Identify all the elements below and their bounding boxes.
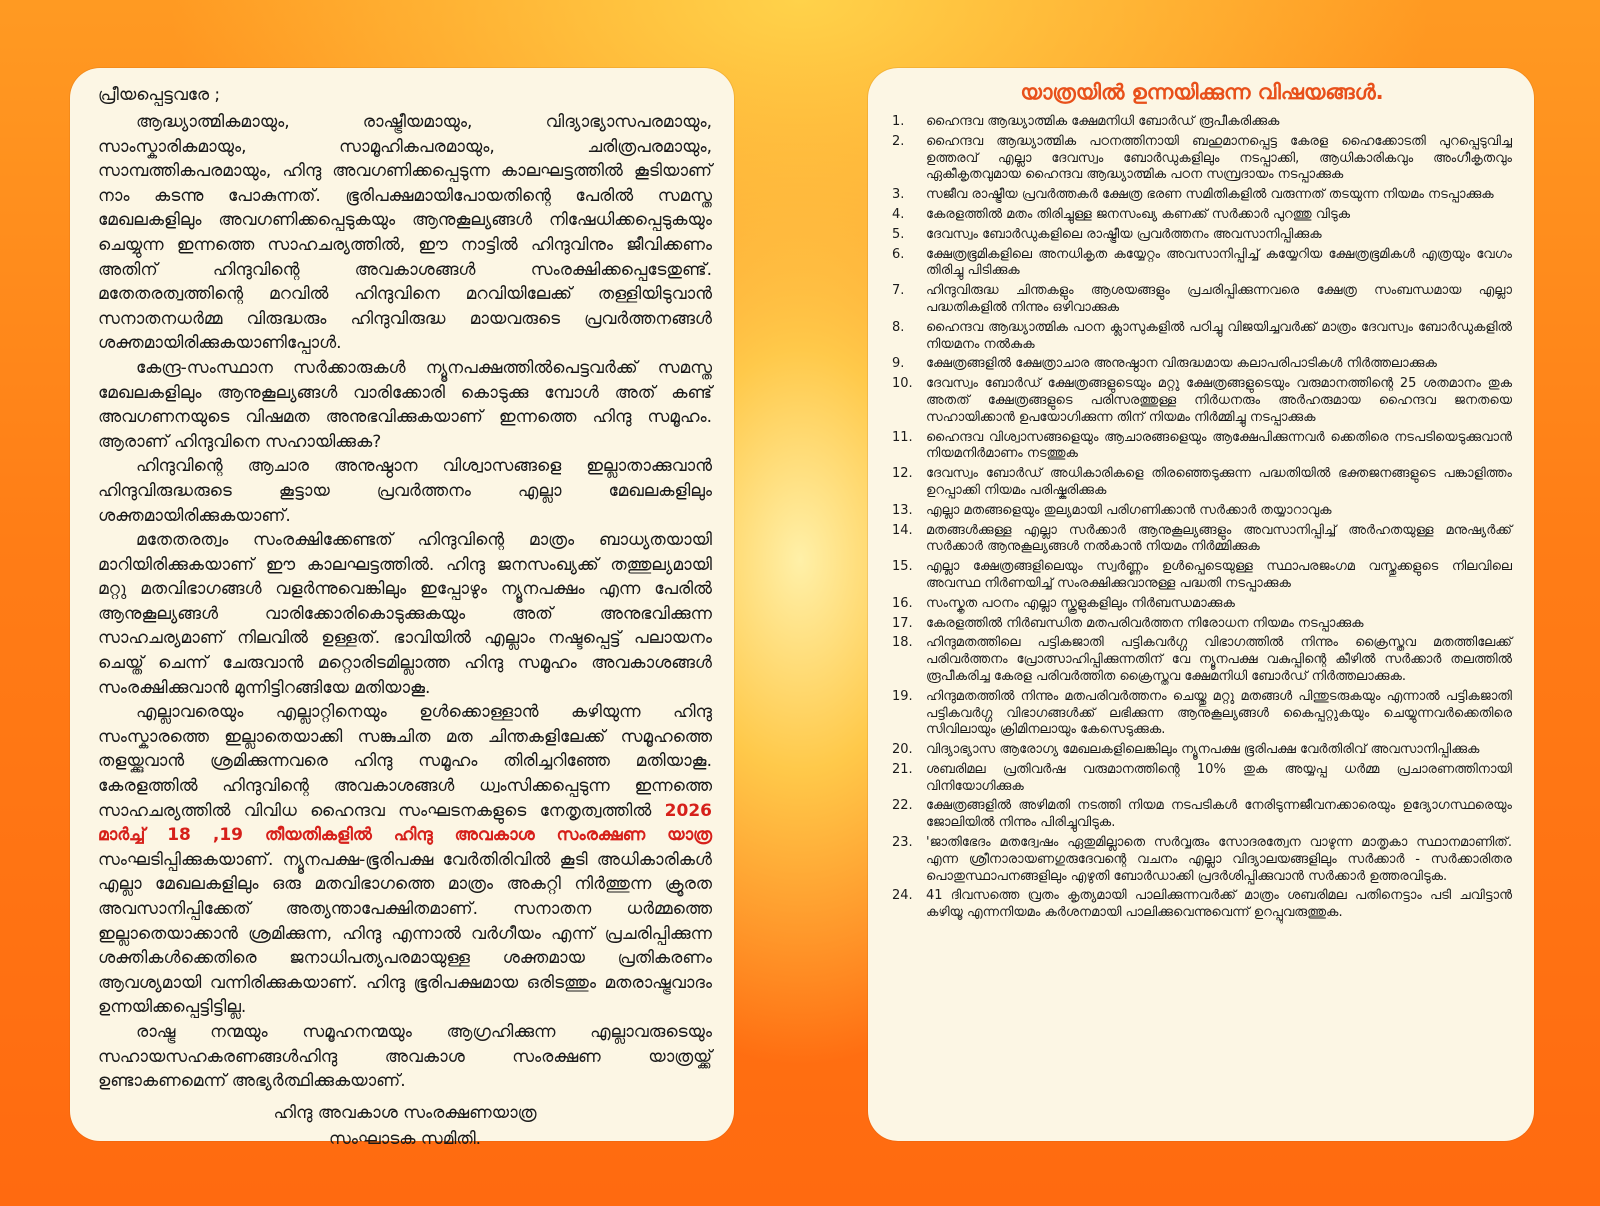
demand-text: വിദ്യാഭ്യാസ ആരോഗ്യ മേഖലകളിലെങ്കിലും ന്യൂനപക്ഷ ഭൂരിപക്ഷ വേർതിരിവ് അവസാനിപ്പിക്കുക: [926, 742, 1480, 758]
demand-number: 4.: [892, 206, 905, 222]
letter-paragraph-5: [98, 700, 712, 1020]
demand-number: 7.: [892, 283, 905, 299]
yatra-date-highlight: 2026 മാർച്ച് 18 ,19 തീയതികളിൽ ഹിന്ദു അവകാശ സംരക്ഷണ യാത്ര: [98, 800, 712, 846]
letter-paragraph-5-tail: സംഘടിപ്പിക്കുകയാണ്. ന്യൂനപക്ഷ-ഭൂരിപക്ഷ വേർതിരിവിൽ കൂടി അധികാരികൾ എല്ലാ മേഖലകളിലും ഒരു മതവിഭാഗത്തെ മാത്രം അകറ്റി നിർത്തുന്ന ക്രൂരത അവസാനിപ്പിക്കേത് അത്യന്താപേക്ഷിതമാണ്. സനാതന ധർമ്മത്തെ ഇല്ലാതെയാക്കാൻ ശ്രമിക്കുന്ന, ഹിന്ദു എന്നാൽ വർഗീയം എന്ന് പ്രചരിപ്പിക്കുന്ന ശക്തികൾക്കെതിരെ ജനാധിപത്യപരമായുള്ള ശക്തമായ പ്രതികരണം ആവശ്യമായി വന്നിരിക്കുകയാണ്. ഹിന്ദു ഭൂരിപക്ഷമായ ഒരിടത്തും മതരാഷ്ട്രവാദം ഉന്നയിക്കപ്പെട്ടിട്ടില്ല.: [98, 849, 712, 1018]
demand-text: സജീവ രാഷ്ട്രീയ പ്രവർത്തകർ ക്ഷേത്ര ഭരണ സമിതികളിൽ വരുന്നത് തടയുന്ന നിയമം നടപ്പാക്കുക: [926, 187, 1494, 203]
demand-item: [892, 596, 1512, 613]
demand-item: [892, 466, 1512, 500]
demand-text: കേരളത്തിൽ മതം തിരിച്ചുള്ള ജനസംഖ്യ കണക്ക് സർക്കാർ പുറത്തു വിടുക: [926, 206, 1351, 222]
demand-item: [892, 742, 1512, 759]
demand-text: ഹൈന്ദവ ആദ്ധ്യാത്മിക ക്ഷേമനിധി ബോർഡ് രൂപീകരിക്കുക: [926, 114, 1280, 129]
demand-number: 9.: [892, 356, 905, 372]
demand-text: ഹിന്ദുവിരുദ്ധ ചിന്തകളും ആശയങ്ങളും പ്രചരിപ്പിക്കുന്നവരെ ക്ഷേത്ര സംബന്ധമായ എല്ലാ പദ്ധതികളിൽ നിന്നും ഒഴിവാക്കുക: [926, 283, 1512, 315]
demand-item: [892, 635, 1512, 685]
demand-text: 'ജാതിഭേദം മതദ്വേഷം ഏതുമില്ലാതെ സർവ്വരും സോദരത്വേന വാഴുന്ന മാതൃകാ സ്ഥാനമാണിത്. എന്ന ശ്രീനാരായണഗുരുദേവന്റെ വചനം എല്ലാ വിദ്യാലയങ്ങളിലും സർക്കാർ - സർക്കാരിതര പൊതുസ്ഥാപനങ്ങളിലും എഴുതി ബോർഡാക്കി പ്രദർശിപ്പിക്കുവാൻ സർക്കാർ ഉത്തരവിടുക.: [926, 835, 1512, 884]
signature-block: [98, 1100, 712, 1152]
demand-item: [892, 376, 1512, 426]
demand-item: [892, 523, 1512, 557]
demand-number: 1.: [892, 114, 905, 129]
salutation: പ്രീയപ്പെട്ടവരേ ;: [98, 85, 221, 105]
demand-text: ഹിന്ദുമതത്തിലെ പട്ടികജാതി പട്ടികവർഗ്ഗ വിഭാഗത്തിൽ നിന്നും ക്രൈസ്തവ മതത്തിലേക്ക് പരിവർത്തനം പ്രോത്സാഹിപ്പിക്കുന്നതിന് വേ ന്യൂനപക്ഷ വകുപ്പിന്റെ കീഴിൽ സർക്കാർ തലത്തിൽ രൂപീകരിച്ച കേരള പരിവർത്തിത ക്രൈസ്തവ ക്ഷേമനിധി ബോർഡ് നിർത്തലാക്കുക.: [926, 635, 1512, 684]
demand-number: 20.: [892, 742, 913, 758]
demand-number: 21.: [892, 761, 913, 777]
demand-number: 17.: [892, 615, 913, 631]
demand-item: [892, 616, 1512, 633]
demand-item: [892, 689, 1512, 739]
letter-paragraph-5-start: എല്ലാവരെയും എല്ലാറ്റിനെയും ഉൾക്കൊള്ളാൻ കഴിയുന്ന ഹിന്ദു സംസ്കാരത്തെ ഇല്ലാതെയാക്കി സങ്കുചിത മത ചിന്തകളിലേക്ക് സമൂഹത്തെ തളയ്ക്കുവാൻ ശ്രമിക്കുന്നവരെ ഹിന്ദു സമൂഹം തിരിച്ചറിഞ്ഞേ മതിയാകൂ. കേരളത്തിൽ ഹിന്ദുവിന്റെ അവകാശങ്ങൾ ധ്വംസിക്കപ്പെടുന്ന ഇന്നത്തെ സാഹചര്യത്തിൽ വിവിധ ഹൈന്ദവ സംഘടനകളുടെ നേതൃത്വത്തിൽ: [98, 702, 712, 821]
demand-text: ദേവസ്വം ബോർഡ് അധികാരികളെ തിരഞ്ഞെടുക്കുന്ന പദ്ധതിയിൽ ഭക്തജനങ്ങളുടെ പങ്കാളിത്തം ഉറപ്പാക്കി നിയമം പരിഷ്കരിക്കുക: [926, 466, 1512, 498]
demand-text: എല്ലാ മതങ്ങളെയും തുല്യമായി പരിഗണിക്കാൻ സർക്കാർ തയ്യാറാവുക: [926, 502, 1332, 518]
demand-item: [892, 559, 1512, 593]
demand-number: 11.: [892, 429, 913, 445]
demand-item: [892, 762, 1512, 796]
demand-item: [892, 835, 1512, 885]
demand-number: 24.: [892, 888, 913, 904]
letter-paragraph-2: കേന്ദ്ര-സംസ്ഥാന സർക്കാരുകൾ ന്യൂനപക്ഷത്തിൽപെട്ടവർക്ക് സമസ്ത മേഖലകളിലും ആനുകൂല്യങ്ങൾ വാരിക്കോരി കൊടുക്കു മ്പോൾ അത് കണ്ട് അവഗണനയുടെ വിഷമത അനുഭവിക്കുകയാണ് ഇന്നത്തെ ഹിന്ദു സമൂഹം. ആരാണ് ഹിന്ദുവിനെ സഹായിക്കുക?: [98, 357, 712, 452]
left-letter-panel: [70, 68, 734, 1149]
demand-text: ശബരിമല പ്രതിവർഷ വരുമാനത്തിന്റെ 10% തുക അയ്യപ്പ ധർമ്മ പ്രചാരണത്തിനായി വിനിയോഗിക്കുക: [926, 761, 1512, 794]
letter-paragraph-3: ഹിന്ദുവിന്റെ ആചാര അനുഷ്ഠാന വിശ്വാസങ്ങളെ ഇല്ലാതാക്കുവാൻ ഹിന്ദുവിരുദ്ധരുടെ കൂട്ടായ പ്രവർത്തനം എല്ലാ മേഖലകളിലും ശക്തമായിരിക്കുകയാണ്.: [98, 456, 712, 526]
demand-item: [892, 283, 1512, 317]
demands-body: [892, 74, 1512, 925]
demand-item: [892, 247, 1512, 281]
demand-text: ക്ഷേത്രങ്ങളിൽ അഴിമതി നടത്തി നിയമ നടപടികൾ നേരിടുന്നജീവനക്കാരെയും ഉദ്യോഗസ്ഥരെയും ജോലിയിൽ നിന്നും പിരിച്ചുവിടുക.: [926, 798, 1512, 831]
demand-text: കേരളത്തിൽ നിർബന്ധിത മതപരിവർത്തന നിരോധന നിയമം നടപ്പാക്കുക: [926, 615, 1364, 631]
demand-text: ദേവസ്വം ബോർഡുകളിലെ രാഷ്ട്രീയ പ്രവർത്തനം അവസാനിപ്പിക്കുക: [926, 226, 1322, 242]
demand-item: [892, 888, 1512, 922]
demand-number: 18.: [892, 635, 913, 651]
demand-text: ക്ഷേത്രങ്ങളിൽ ക്ഷേത്രാചാര അനുഷ്ഠാന വിരുദ്ധമായ കലാപരിപാടികൾ നിർത്തലാക്കുക: [926, 356, 1437, 372]
demand-item: [892, 114, 1512, 131]
demand-number: 19.: [892, 688, 913, 704]
demand-number: 12.: [892, 466, 913, 482]
demand-number: 2.: [892, 133, 905, 149]
demand-text: സംസ്കൃത പഠനം എല്ലാ സ്കൂളുകളിലും നിർബന്ധമാക്കുക: [926, 595, 1235, 611]
demand-number: 5.: [892, 226, 905, 242]
letter-body: [98, 82, 712, 1152]
demands-list: [892, 114, 1512, 922]
demand-item: [892, 187, 1512, 204]
demand-number: 22.: [892, 798, 913, 814]
demand-text: മതങ്ങൾക്കുള്ള എല്ലാ സർക്കാർ ആനുകൂല്യങ്ങളും അവസാനിപ്പിച്ച് അർഹതയുള്ള മനുഷ്യർക്ക് സർക്കാർ ആനുകൂല്യങ്ങൾ നൽകാൻ നിയമം നിർമ്മിക്കുക: [926, 522, 1512, 555]
demand-text: ഹൈന്ദവ ആദ്ധ്യാത്മിക പഠന ക്ലാസുകളിൽ പഠിച്ചു വിജയിച്ചവർക്ക് മാത്രം ദേവസ്വം ബോർഡുകളിൽ നിയമനം നൽകുക: [926, 319, 1512, 352]
demand-number: 8.: [892, 319, 905, 335]
demand-item: [892, 503, 1512, 520]
demand-item: [892, 134, 1512, 184]
demand-item: [892, 320, 1512, 354]
demand-number: 6.: [892, 246, 905, 262]
demand-text: എല്ലാ ക്ഷേത്രങ്ങളിലെയും സ്വർണ്ണം ഉൾപ്പെടെയുള്ള സ്ഥാപരജംഗമ വസ്തുക്കളുടെ നിലവിലെ അവസ്ഥ നിർണയിച്ച് സംരക്ഷിക്കുവാനുള്ള പദ്ധതി നടപ്പാക്കുക: [926, 559, 1512, 591]
demand-item: [892, 207, 1512, 224]
demand-number: 10.: [892, 376, 913, 392]
demand-item: [892, 798, 1512, 832]
demand-number: 14.: [892, 522, 913, 538]
demand-number: 16.: [892, 595, 913, 611]
demand-item: [892, 356, 1512, 373]
demands-title: യാത്രയിൽ ഉന്നയിക്കുന്ന വിഷയങ്ങൾ.: [1020, 80, 1384, 104]
demand-item: [892, 227, 1512, 244]
signature-line-2: സംഘാടക സമിതി.: [328, 1128, 482, 1149]
demand-text: ഹൈന്ദവ ആദ്ധ്യാത്മിക പഠനത്തിനായി ബഹുമാനപ്പെട്ട കേരള ഹൈക്കോടതി പുറപ്പെടുവിച്ച ഉത്തരവ് എല്ലാ ദേവസ്വം ബോർഡുകളിലും നടപ്പാക്കി, ആധികാരികവും അംഗീകൃതവും ഏകീകൃതവുമായ ഹൈന്ദവ ആദ്ധ്യാത്മിക പഠന സമ്പ്രദായം നടപ്പാക്കുക: [926, 133, 1512, 183]
demand-number: 15.: [892, 559, 913, 575]
demand-number: 3.: [892, 187, 905, 203]
demand-number: 23.: [892, 835, 913, 851]
right-demands-panel: [868, 68, 1534, 1141]
demand-text: 41 ദിവസത്തെ വ്രതം കൃത്യമായി പാലിക്കുന്നവർക്ക് മാത്രം ശബരിമല പതിനെട്ടാം പടി ചവിട്ടാൻ കഴിയൂ എന്നനിയമം കർശനമായി പാലിക്കുവെന്നുവെന്ന് ഉറപ്പുവരുത്തുക.: [926, 888, 1512, 921]
signature-line-1: ഹിന്ദു അവകാശ സംരക്ഷണയാത്ര: [273, 1102, 537, 1123]
demand-item: [892, 430, 1512, 464]
demand-text: ക്ഷേത്രഭൂമികളിലെ അനധികൃത കയ്യേറ്റം അവസാനിപ്പിച്ച് കയ്യേറിയ ക്ഷേത്രഭൂമികൾ എത്രയും വേഗം തിരിച്ചു പിടിക്കുക: [926, 246, 1512, 279]
letter-closing: രാഷ്ട്ര നന്മയും സമൂഹനന്മയും ആഗ്രഹിക്കുന്ന എല്ലാവരുടെയും സഹായസഹകരണങ്ങൾഹിന്ദു അവകാശ സംരക്ഷണ യാത്രയ്ക്ക് ഉണ്ടാകണമെന്ന് അഭ്യർത്ഥിക്കുകയാണ്.: [98, 1021, 712, 1092]
demand-text: ഹിന്ദുമതത്തിൽ നിന്നും മതപരിവർത്തനം ചെയ്തു മറ്റു മതങ്ങൾ പിന്തുടരുകയും എന്നാൽ പട്ടികജാതി പട്ടികവർഗ്ഗ വിഭാഗങ്ങൾക്ക് ലഭിക്കുന്ന ആനുകൂല്യങ്ങൾ കൈപ്പറ്റുകയും ചെയ്യുന്നവർക്കെതിരെ സിവിലായും ക്രിമിനലായും കേസെടുക്കുക.: [926, 688, 1512, 738]
demand-text: ദേവസ്വം ബോർഡ് ക്ഷേത്രങ്ങളുടെയും മറ്റു ക്ഷേത്രങ്ങളുടെയും വരുമാനത്തിന്റെ 25 ശതമാനം തുക അതത് ക്ഷേത്രങ്ങളുടെ പരിസരത്തുള്ള നിർധനരും അർഹരുമായ ഹൈന്ദവ ജനതയെ സഹായിക്കാൻ ഉപയോഗിക്കുന്ന തിന് നിയമം നിർമ്മിച്ചു നടപ്പാക്കുക: [926, 376, 1512, 425]
letter-paragraph-4: മതേതരത്വം സംരക്ഷിക്കേണ്ടത് ഹിന്ദുവിന്റെ മാത്രം ബാധ്യതയായി മാറിയിരിക്കുകയാണ് ഈ കാലഘട്ടത്തിൽ. ഹിന്ദു ജനസംഖ്യക്ക് തത്തുല്യമായി മറ്റു മതവിഭാഗങ്ങൾ വളർന്നുവെങ്കിലും ഇപ്പോഴും ന്യൂനപക്ഷം എന്ന പേരിൽ ആനുകൂല്യങ്ങൾ വാരിക്കോരികൊടുക്കുകയും അത് അനുഭവിക്കുന്ന സാഹചര്യമാണ് നിലവിൽ ഉള്ളത്. ഭാവിയിൽ എല്ലാം നഷ്ടപ്പെട്ട് പലായനം ചെയ്ത് ചെന്ന് ചേരുവാൻ മറ്റൊരിടമില്ലാത്ത ഹിന്ദു സമൂഹം അവകാശങ്ങൾ സംരക്ഷിക്കുവാൻ മുന്നിട്ടിറങ്ങിയേ മതിയാകൂ.: [98, 530, 712, 698]
demand-number: 13.: [892, 502, 913, 518]
demand-text: ഹൈന്ദവ വിശ്വാസങ്ങളെയും ആചാരങ്ങളെയും ആക്ഷേപിക്കുന്നവർ ക്കെതിരെ നടപടിയെടുക്കുവാൻ നിയമനിർമാണം നടത്തുക: [926, 429, 1512, 462]
letter-paragraph-1: ആദ്ധ്യാത്മികമായും, രാഷ്ട്രീയമായും, വിദ്യാഭ്യാസപരമായും, സാംസ്കാരികമായും, സാമൂഹികപരമായും, ചരിത്രപരമായും, സാമ്പത്തികപരമായും, ഹിന്ദു അവഗണിക്കപ്പെടുന്ന കാലഘട്ടത്തിൽ കൂടിയാണ് നാം കടന്നു പോകുന്നത്. ഭൂരിപക്ഷമായിപോയതിന്റെ പേരിൽ സമസ്ത മേഖലകളിലും അവഗണിക്കപ്പെടുകയും ആനുകൂല്യങ്ങൾ നിഷേധിക്കപ്പെടുകയും ചെയ്യുന്ന ഇന്നത്തെ സാഹചര്യത്തിൽ, ഈ നാട്ടിൽ ഹിന്ദുവിനും ജീവിക്കണം അതിന് ഹിന്ദുവിന്റെ അവകാശങ്ങൾ സംരക്ഷിക്കപ്പെടേതുണ്ട്. മതേതരത്വത്തിന്റെ മറവിൽ ഹിന്ദുവിനെ മറവിയിലേക്ക് തള്ളിയിടുവാൻ സനാതനധർമ്മ വിരുദ്ധരും ഹിന്ദുവിരുദ്ധ മായവരുടെ പ്രവർത്തനങ്ങൾ ശക്തമായിരിക്കുകയാണിപ്പോൾ.: [98, 112, 712, 354]
